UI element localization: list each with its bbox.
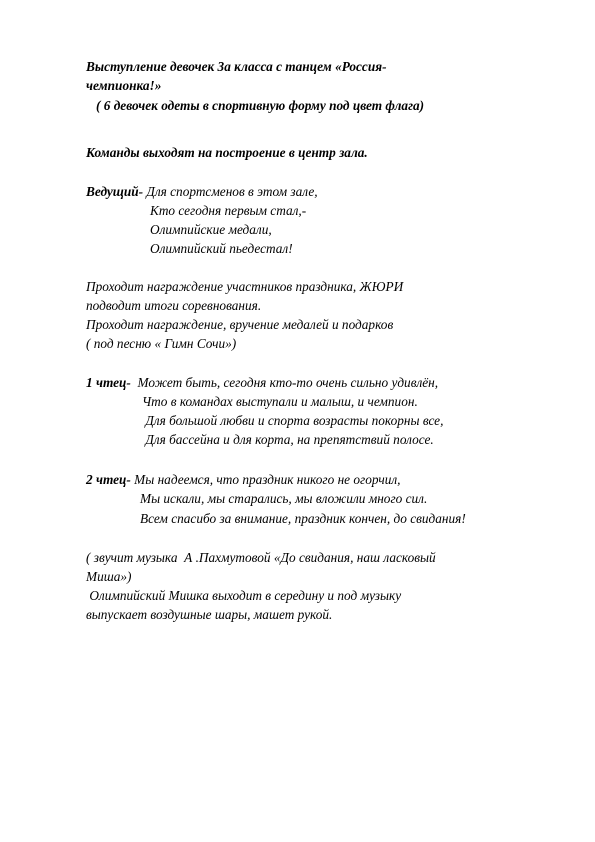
awards-line-3: Проходит награждение, вручение медалей и подарков <box>86 317 394 332</box>
host-line-3: Олимпийские медали, <box>150 222 272 237</box>
reader1-speaker: 1 чтец- <box>86 375 131 390</box>
reader1-line-3: Для большой любви и спорта возрасты покорны все, <box>142 413 444 428</box>
host-line-1-text: Для спортсменов в этом зале, <box>143 184 318 199</box>
title-line-1: Выступление девочек 3а класса с танцем «Россия- <box>86 59 387 74</box>
reader1-line-1-text: Может быть, сегодня кто-то очень сильно удивлён, <box>130 375 439 390</box>
host-line-4: Олимпийский пьедестал! <box>150 241 293 256</box>
finale-line-1: ( звучит музыка А .Пахмутовой «До свидания, наш ласковый <box>86 550 436 565</box>
reader2-line-2: Мы искали, мы старались, мы вложили много сил. <box>140 491 428 506</box>
title-line-3: ( 6 девочек одеты в спортивную форму под цвет флага) <box>86 98 425 113</box>
host-line-2: Кто сегодня первым стал,- <box>150 203 307 218</box>
reader1-line-4: Для бассейна и для корта, на препятствий полосе. <box>142 432 434 447</box>
awards-line-1: Проходит награждение участников праздника, ЖЮРИ <box>86 279 404 294</box>
reader1-line-1 <box>86 373 438 392</box>
reader2-line-1 <box>86 470 400 489</box>
reader2-speaker: 2 чтец- <box>86 472 131 487</box>
host-line-1 <box>86 182 318 201</box>
reader2-line-1-text: Мы надеемся, что праздник никого не огорчил, <box>130 472 401 487</box>
finale-line-2: Миша») <box>86 569 132 584</box>
reader2-line-3: Всем спасибо за внимание, праздник кончен, до свидания! <box>140 511 466 526</box>
host-speaker: Ведущий- <box>86 184 144 199</box>
reader1-line-2: Что в командах выступали и малыш, и чемпион. <box>142 394 418 409</box>
teams-line: Команды выходят на построение в центр зала. <box>86 145 368 160</box>
finale-line-4: выпускает воздушные шары, машет рукой. <box>86 607 333 622</box>
awards-line-4: ( под песню « Гимн Сочи») <box>86 336 237 351</box>
awards-line-2: подводит итоги соревнования. <box>86 298 262 313</box>
finale-line-3: Олимпийский Мишка выходит в середину и под музыку <box>86 588 402 603</box>
title-line-2: чемпионка!» <box>86 78 162 93</box>
